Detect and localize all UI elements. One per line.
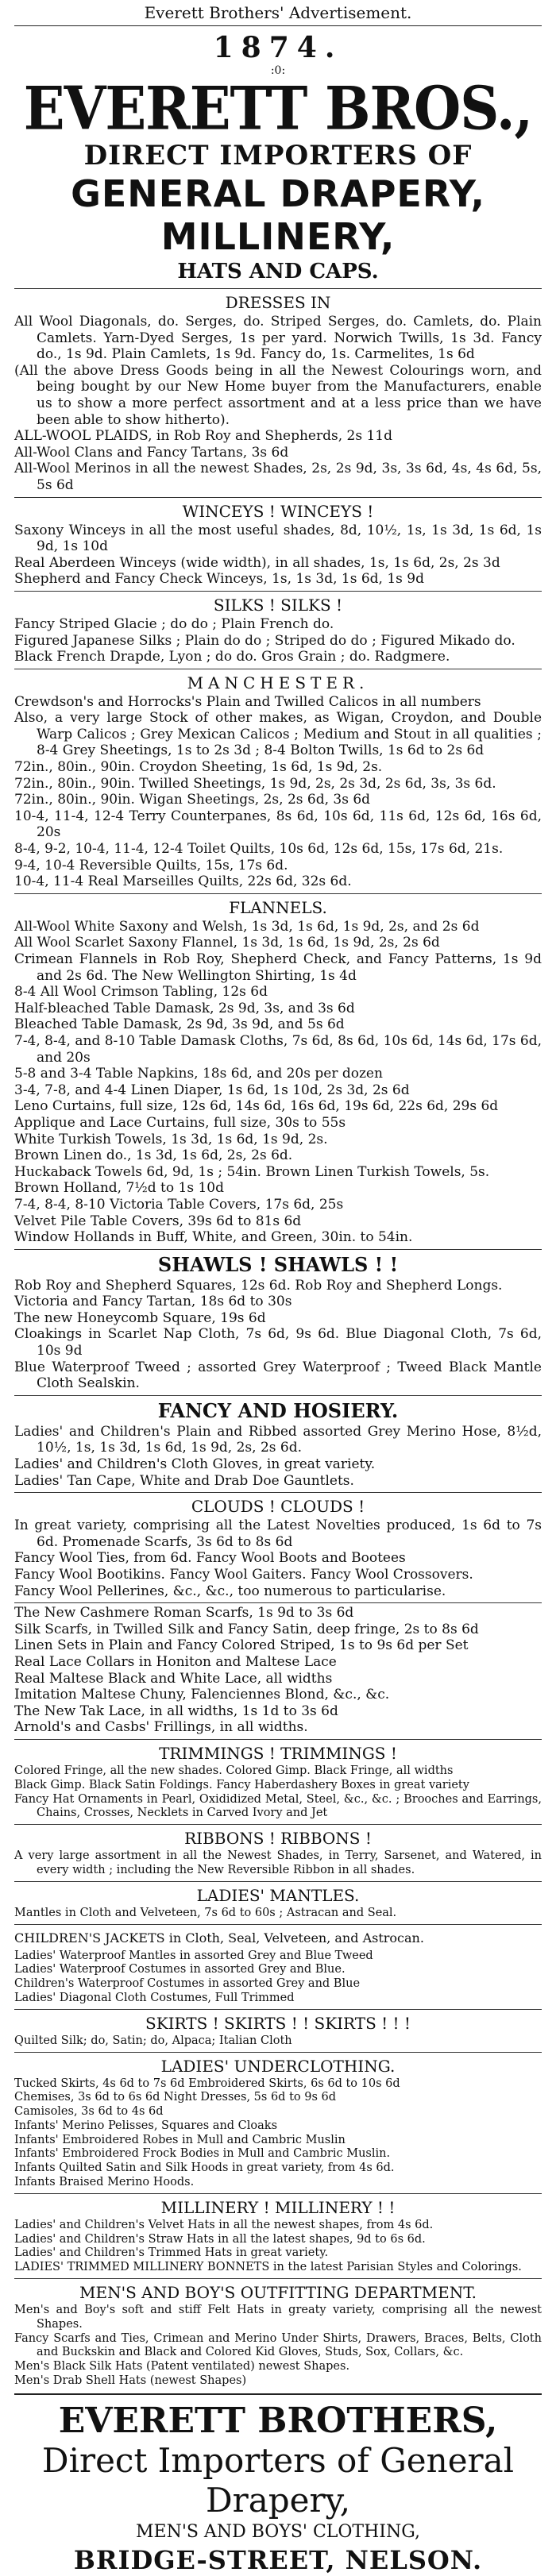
section-divider: [14, 1824, 542, 1825]
item-line: All-Wool White Saxony and Welsh, 1s 3d, 1s 6d, 1s 9d, 2s, and 2s 6d: [14, 918, 480, 935]
item-line: All-Wool Merinos in all the newest Shades, 2s, 2s 9d, 3s, 3s 6d, 4s, 4s 6d, 5s, 5s 6d: [14, 461, 542, 493]
item-line: Infants' Merino Pelisses, Squares and Cloaks: [14, 2119, 278, 2132]
item-line: Ladies' Diagonal Cloth Costumes, Full Trimmed: [14, 1991, 295, 2004]
footer-firm: EVERETT BROTHERS,: [58, 2400, 498, 2441]
item-line: Half-bleached Table Damask, 2s 9d, 3s, and 3s 6d: [14, 1000, 355, 1016]
item-line: (All the above Dress Goods being in all the Newest Colourings worn, and being bought by our New Home buyer from the Manufacturers, enable us to show a more perfect assortment and at a less price than we have been able to show hitherto).: [14, 362, 542, 428]
item-line: LADIES' TRIMMED MILLINERY BONNETS in the latest Parisian Styles and Colorings.: [14, 2261, 522, 2274]
item-line: Figured Japanese Silks ; Plain do do ; Striped do do ; Figured Mikado do.: [14, 632, 515, 649]
advertisement-page: [14, 0, 542, 2576]
item-line: Blue Waterproof Tweed ; assorted Grey Waterproof ; Tweed Black Mantle Cloth Sealskin.: [14, 1359, 542, 1392]
section-title: WINCEYS ! WINCEYS !: [182, 501, 374, 521]
item-line: Men's Drab Shell Hats (newest Shapes): [14, 2374, 247, 2388]
section-title: LADIES' UNDERCLOTHING.: [160, 2056, 396, 2076]
item-line: Infants' Embroidered Robes in Mull and Cambric Muslin: [14, 2133, 346, 2146]
section-title: CLOUDS ! CLOUDS !: [191, 1497, 365, 1517]
tagline-direct-importers: DIRECT IMPORTERS OF: [83, 140, 473, 172]
item-line: All Wool Scarlet Saxony Flannel, 1s 3d, 1s 6d, 1s 9d, 2s, 2s 6d: [14, 935, 440, 951]
item-line: Infants Quilted Satin and Silk Hoods in great variety, from 4s 6d.: [14, 2161, 395, 2175]
item-line: Ladies' Waterproof Costumes in assorted Grey and Blue.: [14, 1963, 346, 1976]
item-line: Real Lace Collars in Honiton and Maltese Lace: [14, 1653, 337, 1670]
year-title: 1874.: [213, 31, 343, 64]
item-line: 72in., 80in., 90in. Croydon Sheeting, 1s 6d, 1s 9d, 2s.: [14, 759, 383, 776]
item-line: Crimean Flannels in Rob Roy, Shepherd Check, and Fancy Patterns, 1s 9d and 2s 6d. The New Wellington Shirting, 1s 4d: [14, 951, 542, 984]
section-title: MANCHESTER.: [187, 673, 369, 692]
item-line: Fancy Wool Pellerines, &c., &c., too numerous to particularise.: [14, 1583, 446, 1599]
item-line: Infants Braised Merino Hoods.: [14, 2176, 195, 2189]
item-line: Saxony Winceys in all the most useful shades, 8d, 10½, 1s, 1s 3d, 1s 6d, 1s 9d, 1s 10d: [14, 522, 542, 555]
item-line: A very large assortment in all the Newest Shades, in Terry, Sarsenet, and Watered, in every width ; including the New Reversible Ribbon in all shades.: [14, 1849, 542, 1876]
item-line: Ladies' Waterproof Mantles in assorted Grey and Blue Tweed: [14, 1949, 373, 1962]
item-line: ALL-WOOL PLAIDS, in Rob Roy and Shepherds, 2s 11d: [14, 428, 392, 445]
item-line: 72in., 80in., 90in. Twilled Sheetings, 1s 9d, 2s, 2s 3d, 2s 6d, 3s, 3s 6d.: [14, 775, 496, 792]
item-line: The new Honeycomb Square, 19s 6d: [14, 1309, 266, 1326]
item-line: Brown Linen do., 1s 3d, 1s 6d, 2s, 2s 6d.: [14, 1147, 293, 1164]
item-line: Mantles in Cloth and Velveteen, 7s 6d to 60s ; Astracan and Seal.: [14, 1906, 397, 1919]
section-divider: [14, 1492, 542, 1493]
item-line: Fancy Wool Bootikins. Fancy Wool Gaiters. Fancy Wool Crossovers.: [14, 1567, 473, 1583]
item-line: 7-4, 8-4, and 8-10 Table Damask Cloths, 7s 6d, 8s 6d, 10s 6d, 14s 6d, 17s 6d, and 20s: [14, 1032, 542, 1066]
item-line: Black French Drapde, Lyon ; do do. Gros Grain ; do. Radgmere.: [14, 649, 450, 665]
section-divider: [14, 1881, 542, 1882]
item-line: The New Tak Lace, in all widths, 1s 1d to 3s 6d: [14, 1703, 338, 1719]
section-title: FANCY AND HOSIERY.: [157, 1398, 399, 1422]
item-line: Colored Fringe, all the new shades. Colored Gimp. Black Fringe, all widths: [14, 1764, 454, 1777]
item-line: Cloakings in Scarlet Nap Cloth, 7s 6d, 9s 6d. Blue Diagonal Cloth, 7s 6d, 10s 9d: [14, 1326, 542, 1359]
item-line: Brown Holland, 7½d to 1s 10d: [14, 1180, 224, 1197]
section-title: FLANNELS.: [229, 897, 327, 917]
item-line: Ladies' and Children's Trimmed Hats in great variety.: [14, 2246, 329, 2260]
section-title: RIBBONS ! RIBBONS !: [184, 1829, 372, 1849]
item-line: Huckaback Towels 6d, 9d, 1s ; 54in. Brown Linen Turkish Towels, 5s.: [14, 1163, 490, 1180]
item-line: Fancy Striped Glacie ; do do ; Plain French do.: [14, 615, 334, 632]
item-line: Shepherd and Fancy Check Winceys, 1s, 1s 3d, 1s 6d, 1s 9d: [14, 571, 424, 588]
item-line: Velvet Pile Table Covers, 39s 6d to 81s 6d: [14, 1213, 302, 1229]
section-divider: [14, 1924, 542, 1925]
firm-name: EVERETT BROS.,: [23, 74, 533, 144]
item-line: 8-4, 9-2, 10-4, 11-4, 12-4 Toilet Quilts, 10s 6d, 12s 6d, 15s, 17s 6d, 21s.: [14, 841, 504, 858]
item-line: Fancy Wool Ties, from 6d. Fancy Wool Boots and Bootees: [14, 1550, 406, 1567]
item-line: Children's Waterproof Costumes in assorted Grey and Blue: [14, 1977, 361, 1991]
section-divider: [14, 591, 542, 592]
footer-address: BRIDGE-STREET, NELSON.: [73, 2544, 483, 2575]
item-line: Fancy Scarfs and Ties, Crimean and Merino Under Shirts, Drawers, Braces, Belts, Cloth and Buckskin and Black and Colored Kid Gloves, Studs, Sox, Collars, &c.: [14, 2331, 542, 2359]
item-line: Real Maltese Black and White Lace, all widths: [14, 1670, 333, 1687]
item-line: Men's Black Silk Hats (Patent ventilated) newest Shapes.: [14, 2360, 350, 2374]
sections-container: [14, 292, 542, 2389]
section-divider: [14, 2052, 542, 2053]
item-line: Victoria and Fancy Tartan, 18s 6d to 30s: [14, 1294, 292, 1310]
footer-direct-importers: Direct Importers of General Drapery,: [41, 2440, 515, 2520]
item-line: Leno Curtains, full size, 12s 6d, 14s 6d, 16s 6d, 19s 6d, 22s 6d, 29s 6d: [14, 1098, 499, 1115]
footer-block: [14, 2393, 542, 2576]
section-divider: [14, 1395, 542, 1396]
item-line: 8-4 All Wool Crimson Tabling, 12s 6d: [14, 984, 268, 1001]
section-title: MEN'S AND BOY'S OUTFITTING DEPARTMENT.: [79, 2283, 477, 2303]
item-line: All-Wool Clans and Fancy Tartans, 3s 6d: [14, 444, 289, 461]
tagline-hats-caps: HATS AND CAPS.: [14, 258, 542, 289]
item-line: Men's and Boy's soft and stiff Felt Hats in greaty variety, comprising all the newest Shapes.: [14, 2304, 542, 2331]
section-title: SILKS ! SILKS !: [213, 595, 343, 615]
item-line: 3-4, 7-8, and 4-4 Linen Diaper, 1s 6d, 1s 10d, 2s 3d, 2s 6d: [14, 1082, 410, 1098]
item-line: All Wool Diagonals, do. Serges, do. Striped Serges, do. Camlets, do. Plain Camlets. Yarn-Dyed Serges, 1s per yard. Norwich Twills, 1s 3d. Fancy do., 1s 9d. Plain Camlets, 1s 9d. Fancy do, 1s. Carmelites, 1s 6d: [14, 314, 542, 363]
item-line: Imitation Maltese Chuny, Falenciennes Blond, &c., &c.: [14, 1687, 390, 1703]
item-line: 7-4, 8-4, 8-10 Victoria Table Covers, 17s 6d, 25s: [14, 1196, 344, 1213]
item-line: White Turkish Towels, 1s 3d, 1s 6d, 1s 9d, 2s.: [14, 1131, 328, 1147]
section-title: TRIMMINGS ! TRIMMINGS !: [159, 1743, 397, 1763]
section-title: CHILDREN'S JACKETS in Cloth, Seal, Velveteen, and Astrocan.: [14, 1930, 424, 1945]
section-divider: [14, 2278, 542, 2279]
item-line: In great variety, comprising all the Latest Novelties produced, 1s 6d to 7s 6d. Promenade Scarfs, 3s 6d to 8s 6d: [14, 1517, 542, 1550]
footer-clothing: MEN'S AND BOYS' CLOTHING,: [135, 2521, 421, 2542]
item-line: Window Hollands in Buff, White, and Green, 30in. to 54in.: [14, 1229, 413, 1246]
item-line: Camisoles, 3s 6d to 4s 6d: [14, 2105, 164, 2119]
ornament: :0:: [270, 64, 286, 77]
item-line: Applique and Lace Curtains, full size, 30s to 55s: [14, 1114, 346, 1131]
item-line: Black Gimp. Black Satin Foldings. Fancy Haberdashery Boxes in great variety: [14, 1778, 469, 1791]
item-line: Rob Roy and Shepherd Squares, 12s 6d. Rob Roy and Shepherd Longs.: [14, 1277, 503, 1294]
section-divider: [14, 2193, 542, 2194]
item-line: Linen Sets in Plain and Fancy Colored Striped, 1s to 9s 6d per Set: [14, 1637, 469, 1654]
section-title: DRESSES IN: [225, 293, 331, 312]
item-line: 5-8 and 3-4 Table Napkins, 18s 6d, and 20s per dozen: [14, 1066, 383, 1082]
item-line: Arnold's and Casbs' Frillings, in all widths.: [14, 1719, 308, 1736]
section-divider: [14, 1249, 542, 1250]
section-title: SKIRTS ! SKIRTS ! ! SKIRTS ! ! !: [145, 2013, 411, 2033]
item-line: 10-4, 11-4 Real Marseilles Quilts, 22s 6d, 32s 6d.: [14, 873, 352, 890]
item-line: Ladies' and Children's Velvet Hats in all the newest shapes, from 4s 6d.: [14, 2218, 434, 2231]
tagline-general-drapery: GENERAL DRAPERY, MILLINERY,: [71, 172, 485, 258]
item-line: Real Aberdeen Winceys (wide width), in all shades, 1s, 1s 6d, 2s, 2s 3d: [14, 554, 500, 571]
section-divider: [14, 497, 542, 498]
item-line: 72in., 80in., 90in. Wigan Sheetings, 2s, 2s 6d, 3s 6d: [14, 792, 371, 808]
item-line: Tucked Skirts, 4s 6d to 7s 6d Embroidered Skirts, 6s 6d to 10s 6d: [14, 2077, 400, 2090]
section-divider: [14, 1602, 542, 1603]
item-line: Infants' Embroidered Frock Bodies in Mull and Cambric Muslin.: [14, 2147, 391, 2161]
item-line: 9-4, 10-4 Reversible Quilts, 15s, 17s 6d.: [14, 857, 288, 873]
item-line: Also, a very large Stock of other makes, as Wigan, Croydon, and Double Warp Calicos ; Grey Mexican Calicos ; Medium and Stout in all qualities ; 8-4 Grey Sheetings, 1s to 2s 3d ; 8-4 Bolton Twills, 1s 6d to 2s 6d: [14, 710, 542, 759]
item-line: Ladies' and Children's Straw Hats in all the latest shapes, 9d to 6s 6d.: [14, 2232, 426, 2246]
item-line: Chemises, 3s 6d to 6s 6d Night Dresses, 5s 6d to 9s 6d: [14, 2091, 337, 2104]
section-title: LADIES' MANTLES.: [196, 1885, 360, 1905]
section-divider: [14, 1739, 542, 1740]
item-line: 10-4, 11-4, 12-4 Terry Counterpanes, 8s 6d, 10s 6d, 11s 6d, 12s 6d, 16s 6d, 20s: [14, 808, 542, 841]
item-line: The New Cashmere Roman Scarfs, 1s 9d to 3s 6d: [14, 1605, 354, 1622]
section-divider: [14, 2009, 542, 2010]
item-line: Silk Scarfs, in Twilled Silk and Fancy Satin, deep fringe, 2s to 8s 6d: [14, 1621, 479, 1637]
section-title: SHAWLS ! SHAWLS ! !: [157, 1252, 399, 1276]
item-line: Bleached Table Damask, 2s 9d, 3s 9d, and 5s 6d: [14, 1016, 345, 1033]
item-line: Crewdson's and Horrocks's Plain and Twilled Calicos in all numbers: [14, 693, 481, 710]
item-line: Ladies' and Children's Plain and Ribbed assorted Grey Merino Hose, 8½d, 10½, 1s, 1s 3d, 1s 6d, 1s 9d, 2s, 2s 6d.: [14, 1423, 542, 1456]
section-divider: [14, 893, 542, 894]
item-line: Fancy Hat Ornaments in Pearl, Oxididized Metal, Steel, &c., &c. ; Brooches and Earrings, Chains, Crosses, Necklets in Carved Ivory and Jet: [14, 1792, 542, 1820]
item-line: Quilted Silk; do, Satin; do, Alpaca; Italian Cloth: [14, 2034, 292, 2047]
section-title: MILLINERY ! MILLINERY ! !: [160, 2197, 396, 2217]
item-line: Ladies' and Children's Cloth Gloves, in great variety.: [14, 1456, 376, 1473]
page-header: Everett Brothers' Advertisement.: [14, 3, 542, 26]
item-line: Ladies' Tan Cape, White and Drab Doe Gauntlets.: [14, 1472, 354, 1489]
